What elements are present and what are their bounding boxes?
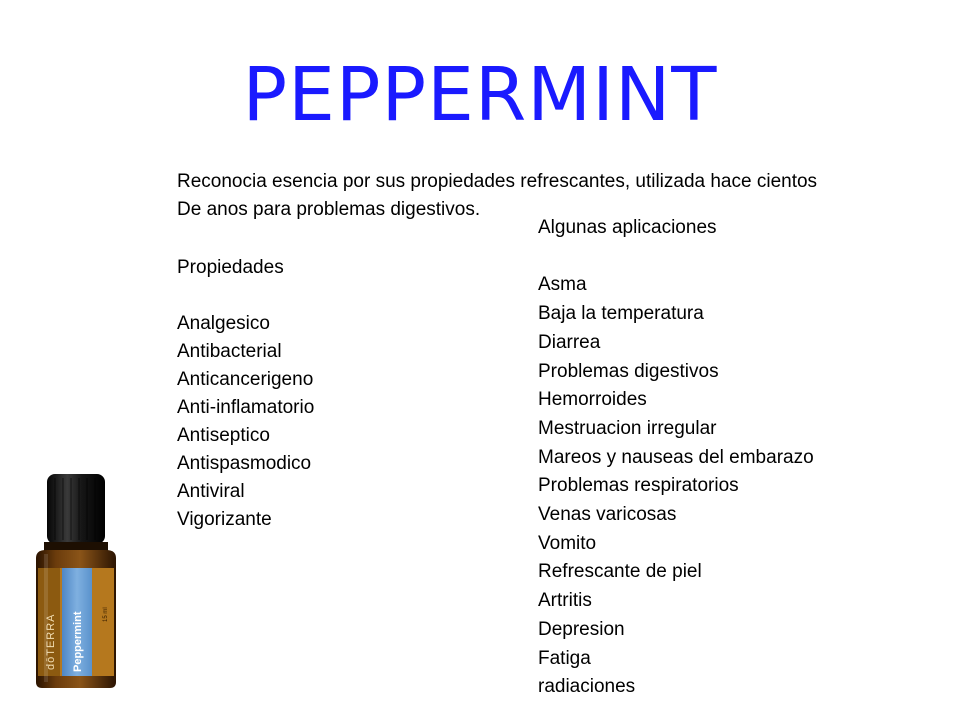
property-item: Antispasmodico (177, 453, 312, 474)
application-item: Problemas respiratorios (538, 475, 739, 497)
bottle-product-name: Peppermint (72, 611, 84, 672)
property-item: Antiseptico (177, 425, 270, 446)
application-item: Mestruacion irregular (538, 417, 717, 439)
application-item: Problemas digestivos (538, 360, 719, 382)
properties-list (177, 310, 314, 534)
application-item: Diarrea (538, 331, 601, 353)
application-item: radiaciones (538, 676, 636, 698)
applications-heading: Algunas aplicaciones (538, 217, 717, 238)
application-item: Vomito (538, 532, 597, 554)
property-item: Antiviral (177, 481, 245, 502)
application-item: Fatiga (538, 647, 591, 669)
application-item: Depresion (538, 618, 625, 640)
applications-list (538, 271, 814, 702)
bottle-brand: dōTERRA (45, 613, 57, 670)
application-item: Baja la temperatura (538, 303, 704, 325)
intro-line-1: Reconocia esencia por sus propiedades refrescantes, utilizada hace cientos (177, 171, 818, 192)
property-item: Antibacterial (177, 341, 282, 362)
bottle-cap (47, 474, 105, 544)
application-item: Venas varicosas (538, 504, 677, 526)
essential-oil-bottle-icon (30, 472, 122, 690)
application-item: Artritis (538, 590, 592, 612)
intro-line-2: De anos para problemas digestivos. (177, 199, 481, 220)
property-item: Anti-inflamatorio (177, 397, 315, 418)
properties-heading: Propiedades (177, 257, 284, 278)
applications-section (538, 214, 814, 702)
property-item: Anticancerigeno (177, 369, 314, 390)
bottle-volume: 15 ml (103, 607, 109, 622)
application-item: Refrescante de piel (538, 561, 702, 583)
properties-section (177, 254, 314, 534)
property-item: Vigorizante (177, 509, 272, 530)
page-title: PEPPERMINT (242, 51, 718, 138)
application-item: Asma (538, 274, 587, 296)
property-item: Analgesico (177, 313, 270, 334)
application-item: Hemorroides (538, 389, 647, 411)
application-item: Mareos y nauseas del embarazo (538, 446, 814, 468)
glass-highlight (44, 554, 48, 682)
